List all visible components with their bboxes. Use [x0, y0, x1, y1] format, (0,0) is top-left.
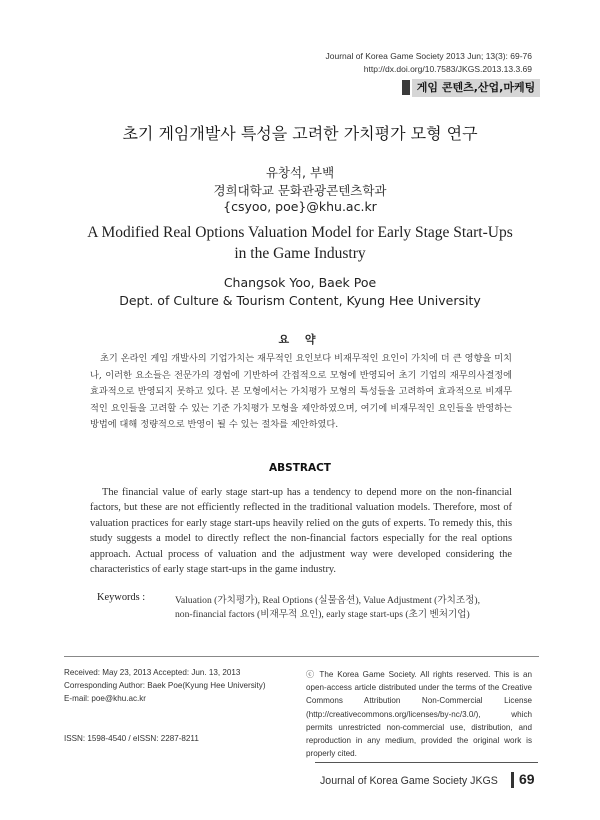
- authors-korean: 유창석, 부백: [265, 165, 335, 180]
- keywords-line1: Valuation (가치평가), Real Options (실물옵션), Value Adjustment (가치조정),: [175, 595, 481, 606]
- summary-heading: 요 약: [278, 333, 322, 346]
- authors-english: Changsok Yoo, Baek Poe: [223, 275, 377, 290]
- footnote-divider: [64, 656, 539, 657]
- issn: ISSN: 1598-4540 / eISSN: 2287-8211: [64, 734, 199, 743]
- corresponding-email: E-mail: poe@khu.ac.kr: [64, 694, 146, 703]
- category-marker: [402, 80, 410, 95]
- abstract-heading: ABSTRACT: [269, 462, 331, 474]
- corresponding-author: Corresponding Author: Baek Poe(Kyung Hee University): [64, 681, 266, 690]
- doi-link[interactable]: http://dx.doi.org/10.7583/JKGS.2013.13.3.69: [363, 64, 532, 74]
- title-english-line1: A Modified Real Options Valuation Model for Early Stage Start-Ups: [87, 224, 513, 241]
- summary-korean-text: 초기 온라인 게임 개발사의 기업가치는 재무적인 요인보다 비재무적인 요인이 가치에 더 큰 영향을 미치나, 이러한 요소들은 전문가의 경험에 기반하여 간접적으로 모형에 반영되어 초기 기업의 재무의사결정에 효과적으로 반영되지 못하고 있다. 본 모형에서는 가치평가 모형의 특성들을 고려하여 효과적으로 비재무적인 요인들을 고려할 수 있는 기준 가치평가 모형을 제안하였으며, 여기에 비재무적인 요인들을 반영하는 방법에 대해 정량적으로 반영이 될 수 있는 절차를 제안하였다.: [90, 353, 512, 430]
- page-number: 69: [519, 771, 535, 787]
- author-emails: {csyoo, poe}@khu.ac.kr: [223, 199, 377, 214]
- page-footer-journal: Journal of Korea Game Society JKGS: [320, 775, 498, 787]
- page-footer-separator: [511, 772, 514, 788]
- page-footer-rule: [315, 762, 538, 763]
- journal-citation: Journal of Korea Game Society 2013 Jun; 13(3): 69-76: [325, 51, 532, 61]
- category-label: 게임 콘텐츠,산업,마케팅: [412, 79, 540, 97]
- keywords-label: Keywords :: [97, 592, 146, 603]
- paper-title-korean: 초기 게임개발사 특성을 고려한 가치평가 모형 연구: [122, 124, 478, 143]
- abstract-text: The financial value of early stage start-up has a tendency to depend more on the non-financial factors, but these are not efficiently reflected in the traditional valuation models. Therefore, most of valuation practices for early stage start-ups heavily relied on the guts of experts. To remedy this, this study suggests a model to directly reflect the non-financial factors especially for the real options approach. Actual process of valuation and the adjustment way were developed considering the characteristics of early stage start-ups in the game industry.: [90, 487, 512, 576]
- received-dates: Received: May 23, 2013 Accepted: Jun. 13, 2013: [64, 668, 241, 677]
- affiliation-english: Dept. of Culture & Tourism Content, Kyung Hee University: [119, 293, 481, 308]
- title-english-line2: in the Game Industry: [234, 245, 366, 262]
- paper-title-english: [0, 222, 600, 264]
- keywords-line2: non-financial factors (비재무적 요인), early stage start-ups (초기 벤처기업): [175, 609, 470, 620]
- license-notice: ⓒ The Korea Game Society. All rights reserved. This is an open-access article distributed under the terms of the Creative Commons Attribution Non-Commercial License (http://creativecommons.org/licenses/by-nc/3.0/), which permits unrestricted non-commercial use, distribution, and reproduction in any medium, provided the original work is properly cited.: [306, 670, 532, 759]
- affiliation-korean: 경희대학교 문화관광콘텐츠학과: [213, 183, 387, 198]
